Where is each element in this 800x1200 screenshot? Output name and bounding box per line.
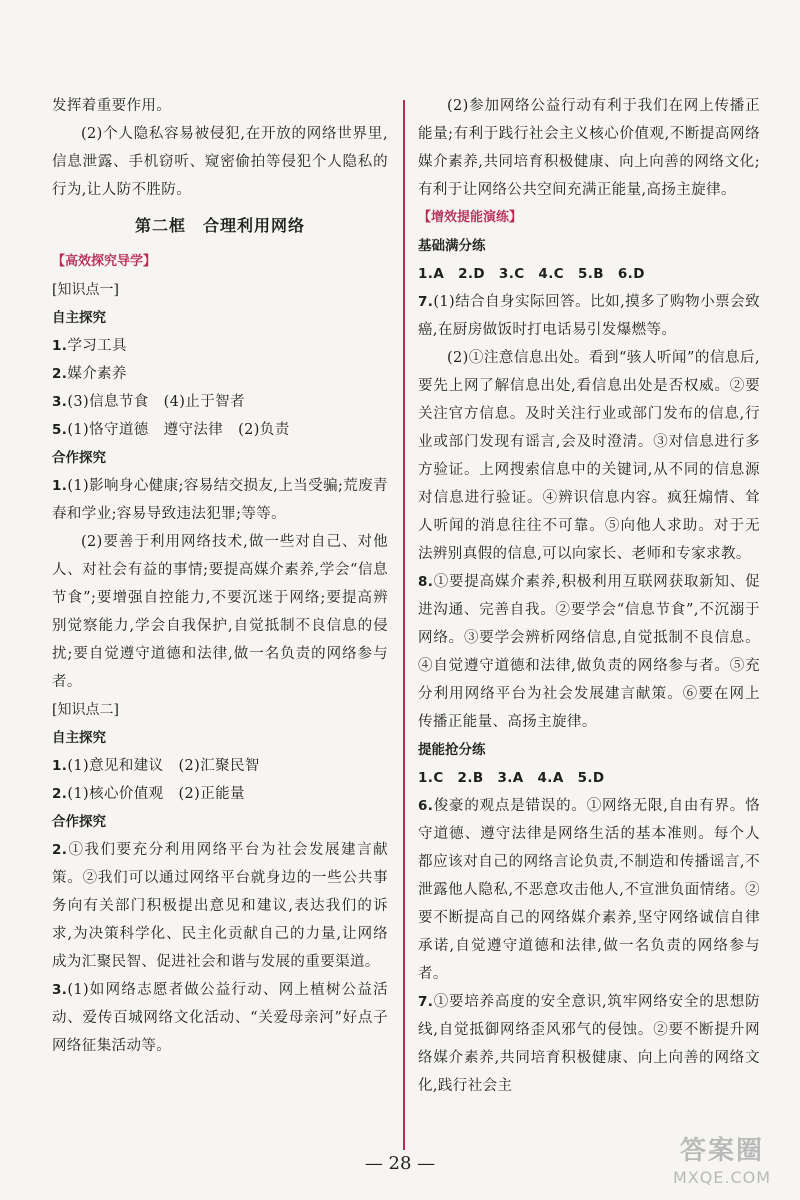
watermark-top-text: 答案圈 [679,1136,764,1166]
answer-item: 1.(1)意见和建议 (2)汇聚民智 [52,758,260,774]
paragraph: (2)参加网络公益行动有利于我们在网上传播正能量;有利于践行社会主义核心价值观,不断提高网络媒介素养,共同培育积极健康、向上向善的网络文化;有利于让网络公共空间充满正能量,高扬主旋律。 [418,98,760,198]
subsection-heading: 合作探究 [52,814,106,830]
paragraph: (2)要善于利用网络技术,做一些对自己、对他人、对社会有益的事情;要提高媒介素养,学会“信息节食”;要增强自控能力,不要沉迷于网络;要提高辨别觉察能力,学会自我保护,自觉抵制不良信息的侵扰;要自觉遵守道德和法律,做一名负责的网络参与者。 [52,534,388,690]
section-title: 第二框 合理利用网络 [134,216,305,235]
paragraph: (2)个人隐私容易被侵犯,在开放的网络世界里,信息泄露、手机窃听、窥密偷拍等侵犯个人隐私的行为,让人防不胜防。 [52,126,388,198]
knowledge-point-label: [知识点二] [52,702,119,718]
answer-item: 3.(1)如网络志愿者做公益行动、网上植树公益活动、爱传百城网络文化活动、“关爱母亲河”好点子网络征集活动等。 [52,982,388,1054]
choice-answers: 1.A 2.D 3.C 4.C 5.B 6.D [418,266,645,282]
section-tag: 【增效提能演练】 [418,210,523,225]
answer-item: 5.(1)恪守道德 遵守法律 (2)负责 [52,422,290,438]
answer-item: 2.①我们要充分利用网络平台为社会发展建言献策。②我们可以通过网络平台就身边的一些公共事务向有关部门积极提出意见和建议,表达我们的诉求,为决策科学化、民主化贡献自己的力量,让网络成为汇聚民智、促进社会和谐与发展的重要渠道。 [52,842,388,970]
answer-item: 3.(3)信息节食 (4)止于智者 [52,394,245,410]
watermark-logo [652,1134,792,1194]
watermark-bottom-text: MXQE.COM [672,1168,772,1187]
column-divider [403,100,405,1150]
answer-item: 7.(1)结合自身实际回答。比如,摸多了购物小票会致癌,在厨房做饭时打电话易引发爆燃等。 [418,294,760,338]
right-column [418,92,760,1100]
answer-item: 7.①要培养高度的安全意识,筑牢网络安全的思想防线,自觉抵御网络歪风邪气的侵蚀。②要不断提升网络媒介素养,共同培育积极健康、向上向善的网络文化,践行社会主 [418,994,760,1094]
answer-item: 1.(1)影响身心健康;容易结交损友,上当受骗;荒废青春和学业;容易导致违法犯罪;等等。 [52,478,388,522]
answer-item: 2.(1)核心价值观 (2)正能量 [52,786,245,802]
subsection-heading: 自主探究 [52,730,106,746]
subsection-heading: 合作探究 [52,450,106,466]
subsection-heading: 提能抢分练 [418,742,486,758]
choice-answers: 1.C 2.B 3.A 4.A 5.D [418,770,605,786]
answer-item: 8.①要提高媒介素养,积极利用互联网获取新知、促进沟通、完善自我。②要学会“信息节食”,不沉溺于网络。③要学会辨析网络信息,自觉抵制不良信息。④自觉遵守道德和法律,做负责的网络参与者。⑤充分利用网络平台为社会发展建言献策。⑥要在网上传播正能量、高扬主旋律。 [418,574,760,730]
left-column [52,92,388,1060]
answer-item: 6.俊豪的观点是错误的。①网络无限,自由有界。恪守道德、遵守法律是网络生活的基本准则。每个人都应该对自己的网络言论负责,不制造和传播谣言,不泄露他人隐私,不恶意攻击他人,不宣泄负面情绪。②要不断提高自己的网络媒介素养,坚守网络诚信自律承诺,自觉遵守道德和法律,做一名负责的网络参与者。 [418,798,760,982]
answer-item: 2.媒介素养 [52,366,127,382]
section-tag: 【高效探究导学】 [52,254,157,269]
answer-item: 1.学习工具 [52,338,127,354]
subsection-heading: 基础满分练 [418,238,486,254]
paragraph: 发挥着重要作用。 [52,98,172,114]
knowledge-point-label: [知识点一] [52,282,119,298]
subsection-heading: 自主探究 [52,310,106,326]
page-number: — 28 — [364,1153,436,1174]
paragraph: (2)①注意信息出处。看到“骇人听闻”的信息后,要先上网了解信息出处,看信息出处是否权威。②要关注官方信息。及时关注行业或部门发布的信息,行业或部门发现有谣言,会及时澄清。③对信息进行多方验证。上网搜索信息中的关键词,从不同的信息源对信息进行验证。④辨识信息内容。疯狂煽情、耸人听闻的消息往往不可靠。⑤向他人求助。对于无法辨别真假的信息,可以向家长、老师和专家求教。 [418,350,760,562]
